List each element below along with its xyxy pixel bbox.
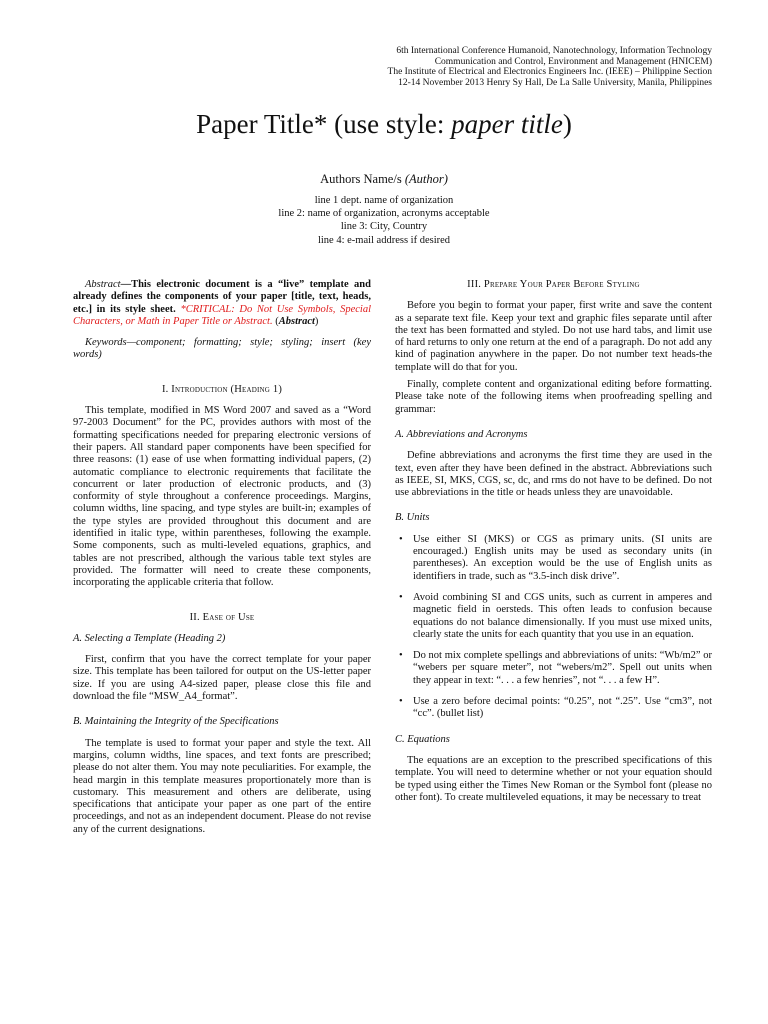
bullet-dot-icon: • xyxy=(399,650,403,662)
equations-text: The equations are an exception to the prescribed specifications of this template. You will need to determine whether or not your equation should be typed using either the Times New Roman or the Symbol font (please no other font). To create multileveled equations, it may be necessary to treat xyxy=(395,754,712,803)
left-column xyxy=(73,279,371,836)
subheading-abbreviations: A. Abbreviations and Acronyms xyxy=(395,428,528,440)
units-bullet-text: Avoid combining SI and CGS units, such as current in amperes and magnetic field in oersteds. This often leads to confusion because equations do not balance dimensionally. If you must use mixed units, clearly state the units for each quantity that you use in an equation. xyxy=(413,591,712,640)
subheading-selecting-template: A. Selecting a Template (Heading 2) xyxy=(73,632,226,644)
abbreviations-text: Define abbreviations and acronyms the first time they are used in the text, even after they have been defined in the abstract. Abbreviations such as IEEE, SI, MKS, CGS, sc, dc, and rms do not have to be defined. Do not use abbreviations in the title or heads unless they are unavoidable. xyxy=(395,450,712,499)
abstract-label: Abstract xyxy=(85,279,121,290)
subheading-maintaining-integrity: B. Maintaining the Integrity of the Specifications xyxy=(73,716,279,728)
units-bullet-item xyxy=(395,696,712,721)
abstract-style: Abstract xyxy=(278,315,315,327)
units-bullet-list xyxy=(395,534,712,721)
units-bullet-text: Use either SI (MKS) or CGS as primary units. (SI units are encouraged.) English units may be used as secondary units (in parentheses). An exception would be the use of English units as identifiers in trade, such as “3.5-inch disk drive”. xyxy=(413,533,712,582)
author-name-text: Authors Name/s xyxy=(320,172,405,186)
header-line-3: The Institute of Electrical and Electronics Engineers Inc. (IEEE) – Philippine Section xyxy=(387,67,712,78)
subheading-units: B. Units xyxy=(395,512,430,524)
prepare-text-2: Finally, complete content and organizational editing before formatting. Please take note of the following items when proofreading spelling and grammar: xyxy=(395,379,712,415)
units-bullet-text: Use a zero before decimal points: “0.25”, not “.25”. Use “cm3”, not “cc”. (bullet list) xyxy=(413,696,712,720)
affiliation-block xyxy=(0,194,768,247)
abstract-critical-note: *CRITICAL: Do Not Use Symbols, Special Characters, or Math in Paper Title or Abstract. xyxy=(73,303,371,327)
paper-title-close: ) xyxy=(562,109,572,139)
section-heading-prepare: III. Prepare Your Paper Before Styling xyxy=(467,279,640,290)
abstract: Abstract—This electronic document is a “live” template and already defines the components of your paper [title, text, heads, etc.] in its style sheet. *CRITICAL: Do Not Use Symbols, Special Characters, or Math in Paper Title or Abstract. (Abstract) xyxy=(73,279,371,327)
right-column xyxy=(395,279,712,804)
conference-header xyxy=(312,46,712,88)
paper-title xyxy=(0,108,768,140)
introduction-text: This template, modified in MS Word 2007 and saved as a “Word 97-2003 Document” for the PC, provides authors with most of the formatting specifications needed for preparing electronic versions of their papers. All standard paper components have been specified for three reasons: (1) ease of use when formatting individual papers, (2) automatic compliance to electronic requirements that facilitate the concurrent or later production of electronic products, and (3) conformity of style throughout a conference proceedings. Margins, column widths, line spacing, and type styles are built-in; examples of the type styles are provided throughout this document and are identified in italic type, within parentheses, following the example. Some components, such as multi-leveled equations, graphics, and tables are not prescribed, although the various table text styles are provided. The formatter will need to create these components, incorporating the applicable criteria that follow. xyxy=(73,405,371,589)
bullet-dot-icon: • xyxy=(399,533,403,545)
keywords: Keywords—component; formatting; style; styling; insert (key words) xyxy=(73,337,371,361)
author-names xyxy=(0,172,768,187)
affiliation-line-2: line 2: name of organization, acronyms acceptable xyxy=(278,208,490,220)
section-heading-introduction: I. Introduction (Heading 1) xyxy=(161,383,283,395)
subheading-equations: C. Equations xyxy=(395,733,450,745)
selecting-template-text: First, confirm that you have the correct template for your paper size. This template has been tailored for output on the US-letter paper size. If you are using A4-sized paper, please close this file and download the file “MSW_A4_format”. xyxy=(73,654,371,703)
header-line-4: 12-14 November 2013 Henry Sy Hall, De La Salle University, Manila, Philippines xyxy=(398,77,712,88)
prepare-text-1: Before you begin to format your paper, first write and save the content as a separate text file. Keep your text and graphic files separate until after the text has been formatted and styled. Do not use hard tabs, and limit use of hard returns to only one return at the end of a paragraph. Do not add any kind of pagination anywhere in the paper. Do not number text heads-the template will do that for you. xyxy=(395,300,712,373)
bullet-dot-icon: • xyxy=(399,591,403,603)
maintaining-integrity-text: The template is used to format your paper and style the text. All margins, column widths, line spaces, and text fonts are prescribed; please do not alter them. You may note peculiarities. For example, the head margin in this template measures proportionately more than is customary. This measurement and others are deliberate, using specifications that anticipate your paper as one part of the entire proceedings, and not as an independent document. Please do not revise any of the current designations. xyxy=(73,737,371,835)
units-bullet-text: Do not mix complete spellings and abbreviations of units: “Wb/m2” or “webers per square meter”, not “webers/m2”. Spell out units when they appear in text: “. . . a few henries”, not “. . . a few H”. xyxy=(413,650,712,686)
section-heading-ease-of-use: II. Ease of Use xyxy=(189,611,255,623)
affiliation-line-1: line 1 dept. name of organization xyxy=(314,195,454,206)
author-style: (Author) xyxy=(404,172,448,186)
header-line-1: 6th International Conference Humanoid, Nanotechnology, Information Technology xyxy=(396,46,712,56)
bullet-dot-icon: • xyxy=(399,696,403,708)
affiliation-line-4: line 4: e-mail address if desired xyxy=(317,234,451,246)
units-bullet-item xyxy=(395,534,712,583)
header-line-2: Communication and Control, Environment and Management (HNICEM) xyxy=(434,56,712,67)
paper-title-main: Paper Title* (use style: xyxy=(196,109,452,139)
paper-title-style: paper title xyxy=(451,109,563,139)
abstract-bold-text: —This electronic document is a “live” template and already defines the components of your paper [title, text, heads, etc.] in its style sheet. xyxy=(73,279,371,315)
units-bullet-item xyxy=(395,592,712,641)
affiliation-line-3: line 3: City, Country xyxy=(340,221,428,233)
units-bullet-item xyxy=(395,650,712,687)
